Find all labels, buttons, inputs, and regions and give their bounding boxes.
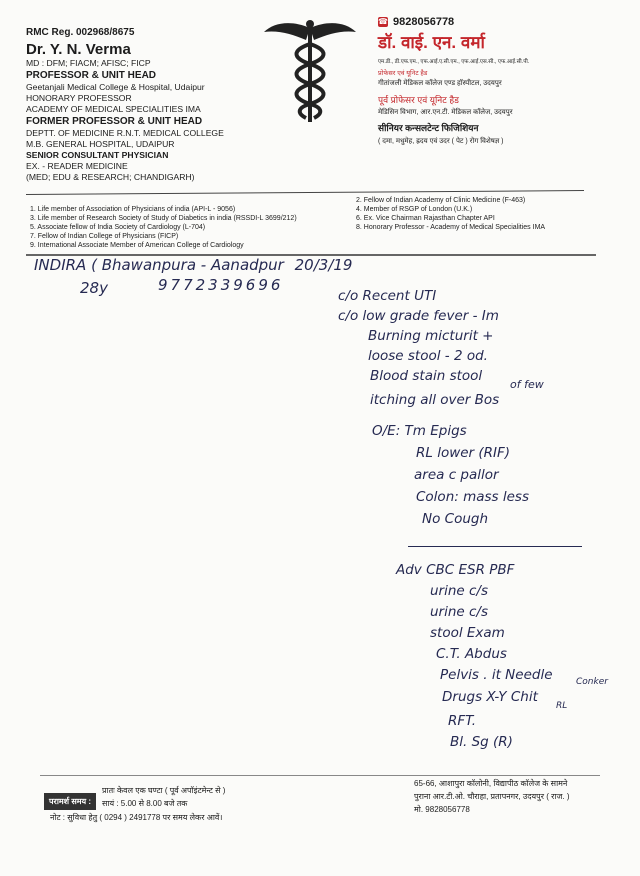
caduceus-icon [262, 18, 358, 124]
institution: Geetanjali Medical College & Hospital, Udaipur [26, 82, 205, 92]
footer-note: नोट : सुविधा हेतु ( 0294 ) 2491778 पर समय लेकर आवें। [50, 813, 223, 822]
advice-line: RFT. [448, 713, 477, 729]
right-header [378, 16, 628, 146]
advice-line: urine c/s [430, 583, 489, 599]
hospital: M.B. GENERAL HOSPITAL, UDAIPUR [26, 139, 175, 149]
advice-block [396, 560, 608, 753]
academy: ACADEMY OF MEDICAL SPECIALITIES IMA [26, 104, 201, 114]
consult-times [102, 784, 225, 810]
time-morning: प्रातः केवल एक घण्टा ( पूर्व अपॉइंटमेन्ट से ) [102, 786, 226, 795]
patient-line [34, 256, 352, 274]
memberships-right [356, 196, 545, 232]
membership-item: 4. Member of RSGP of London (U.K.) [356, 206, 473, 213]
doctor-name: Dr. Y. N. Verma [26, 41, 131, 58]
membership-item: 1. Life member of Association of Physicians of india (API-L - 9056) [30, 206, 236, 213]
handwritten-rule [408, 546, 582, 547]
membership-item: 9. International Associate Member of American College of Cardiology [30, 242, 244, 249]
complaint-line: c/o low grade fever - Im [338, 308, 499, 324]
patient-name: INDIRA ( Bhawanpura - Aanadpur [34, 256, 284, 274]
address-line: 65-66, आशापुरा कॉलोनी, विद्यापीठ कॉलेज के सामने [414, 779, 568, 788]
complaints-block [330, 286, 544, 410]
degrees-hindi: एम.डी., डी.एफ.एम., एफ.आई.ए.सी.एम., एफ.आई.एस.सी., एफ.आई.सी.पी. [378, 59, 530, 65]
complaint-line: Blood stain stool [370, 368, 483, 384]
exam-line: O/E: Tm Epigs [372, 423, 467, 439]
reg-number: RMC Reg. 002968/8675 [26, 27, 135, 38]
address-phone: मो. 9828056778 [414, 805, 470, 814]
doctor-name-hindi: डॉ. वाई. एन. वर्मा [378, 33, 485, 52]
title-consultant-hindi: सीनियर कन्सलटेन्ट फिजिशियन [378, 123, 479, 133]
complaint-line: loose stool - 2 od. [368, 348, 488, 364]
consult-label-text: परामर्श समय : [49, 797, 92, 806]
complaint-line: itching all over Bos [370, 392, 500, 408]
reader: EX. - READER MEDICINE [26, 161, 128, 171]
membership-item: 2. Fellow of Indian Academy of Clinic Medicine (F-463) [356, 197, 526, 204]
patient-mobile: 9772339696 [158, 276, 284, 294]
advice-line: Drugs X-Y Chit [442, 689, 538, 705]
complaint-line: c/o Recent UTI [338, 288, 437, 304]
advice-line: Conker [576, 677, 608, 687]
title-former: FORMER PROFESSOR & UNIT HEAD [26, 116, 203, 127]
institution-hindi: गीतांजली मेडिकल कॉलेज एण्ड हॉस्पीटल, उदयपुर [378, 80, 502, 87]
complaint-line: of few [510, 378, 544, 391]
divider-top [26, 190, 584, 195]
phone-number: 9828056778 [393, 16, 455, 28]
phone-icon: ☎ [378, 17, 388, 26]
time-evening: सायं : 5.00 से 8.00 बजे तक [102, 799, 188, 808]
advice-line: urine c/s [430, 604, 489, 620]
advice-line: RL [556, 701, 568, 711]
address-line: पुराना आर.टी.ओ. चौराहा, प्रतापनगर, उदयपुर ( राज. ) [414, 792, 570, 801]
advice-line: Adv CBC ESR PBF [396, 562, 515, 578]
memberships-left [30, 205, 297, 250]
title-professor-hindi: प्रोफेसर एवं यूनिट हैड [378, 70, 428, 77]
exam-line: RL lower (RIF) [416, 445, 511, 461]
advice-line: Pelvis . it Needle [440, 667, 553, 683]
honorary: HONORARY PROFESSOR [26, 93, 132, 103]
membership-item: 7. Fellow of Indian College of Physicians (FICP) [30, 233, 179, 240]
footer-address [414, 777, 570, 816]
membership-item: 3. Life member of Research Society of Study of Diabetics in india (RSSDI-L 3699/212) [30, 215, 297, 222]
title-professor: PROFESSOR & UNIT HEAD [26, 70, 157, 81]
membership-item: 6. Ex. Vice Chairman Rajasthan Chapter API [356, 215, 495, 222]
divider-footer [40, 775, 600, 776]
degrees: MD : DFM; FIACM; AFISC; FICP [26, 58, 151, 68]
consult-label [44, 793, 96, 810]
membership-item: 5. Associate fellow of India Society of Cardiology (L-704) [30, 224, 206, 231]
title-former-hindi: पूर्व प्रोफेसर एवं यूनिट हैड [378, 95, 459, 105]
advice-line: C.T. Abdus [436, 646, 507, 662]
visit-date: 20/3/19 [294, 256, 353, 274]
reader-detail: (MED; EDU & RESEARCH; CHANDIGARH) [26, 172, 195, 182]
exam-line: Colon: mass less [416, 489, 529, 505]
advice-line: Bl. Sg (R) [450, 734, 513, 750]
specialty-hindi: ( दमा, मधुमेह, ह्रदय एवं उदर ( पेट ) रोग विशेषज्ञ ) [378, 138, 504, 145]
exam-line: No Cough [422, 511, 489, 527]
advice-line: stool Exam [430, 625, 505, 641]
complaint-line: Burning micturit + [368, 328, 494, 344]
patient-age: 28y [80, 279, 108, 297]
exam-line: area c pallor [414, 467, 499, 483]
institution2-hindi: मेडिसिन विभाग, आर.एन.टी. मेडिकल कॉलेज, उदयपुर [378, 109, 513, 116]
title-consultant: SENIOR CONSULTANT PHYSICIAN [26, 150, 169, 160]
exam-block [372, 420, 529, 530]
department: DEPTT. OF MEDICINE R.N.T. MEDICAL COLLEGE [26, 128, 224, 138]
membership-item: 8. Honorary Professor - Academy of Medical Specialities IMA [356, 224, 546, 231]
